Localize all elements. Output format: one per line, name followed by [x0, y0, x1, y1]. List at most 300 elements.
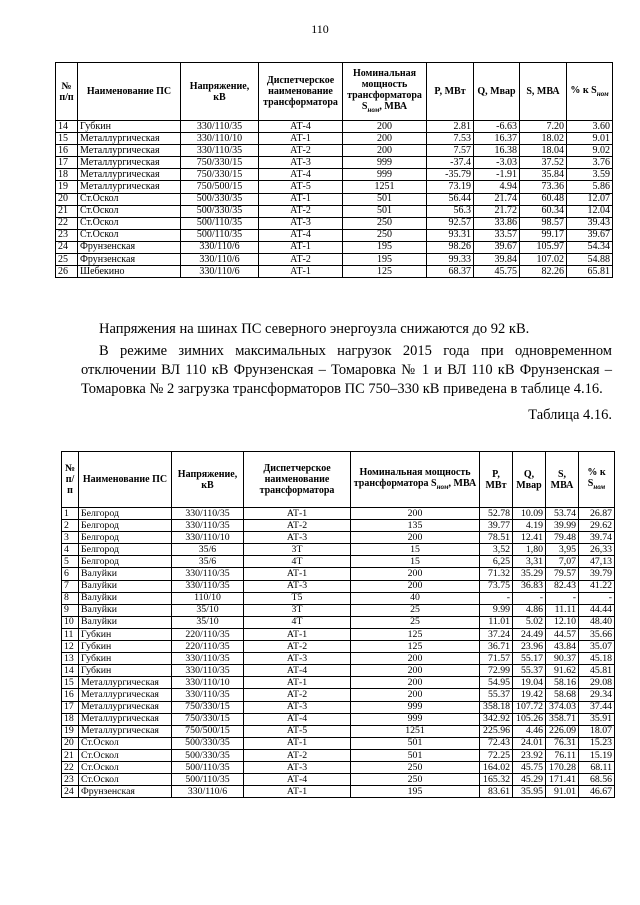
cell-num: 7	[62, 580, 79, 592]
cell-dispatch: АТ-1	[259, 266, 343, 278]
cell-q: 39.84	[474, 254, 520, 266]
cell-name: Ст.Оскол	[78, 205, 181, 217]
cell-p: 93.31	[427, 229, 474, 241]
col-header-s: S, МВА	[520, 63, 567, 121]
cell-s: 11.11	[546, 604, 579, 616]
cell-s: 91.01	[546, 786, 579, 798]
cell-pct: 3.76	[567, 157, 613, 169]
cell-q: 33.57	[474, 229, 520, 241]
page-number: 110	[311, 22, 329, 36]
cell-voltage: 330/110/35	[172, 568, 244, 580]
cell-num: 13	[62, 653, 79, 665]
cell-p: 99.33	[427, 254, 474, 266]
cell-dispatch: АТ-4	[259, 229, 343, 241]
col-header-dispatch: Диспетчерское наименование трансформатора	[244, 452, 351, 508]
cell-rated: 135	[351, 520, 480, 532]
cell-num: 14	[56, 121, 78, 133]
cell-p: 56.3	[427, 205, 474, 217]
col-header-dispatch: Диспетчерское наименование трансформатора	[259, 63, 343, 121]
cell-q: 55.37	[513, 665, 546, 677]
cell-pct: 12.07	[567, 193, 613, 205]
table-row	[56, 145, 613, 157]
cell-p: 78.51	[480, 532, 513, 544]
cell-num: 11	[62, 628, 79, 640]
cell-name: Металлургическая	[78, 133, 181, 145]
cell-p: 11.01	[480, 616, 513, 628]
cell-s: 7,07	[546, 556, 579, 568]
table-row	[62, 653, 615, 665]
cell-name: Металлургическая	[79, 701, 172, 713]
cell-num: 21	[62, 749, 79, 761]
cell-q: 21.72	[474, 205, 520, 217]
cell-dispatch: АТ-1	[259, 193, 343, 205]
table-row	[62, 677, 615, 689]
cell-num: 17	[62, 701, 79, 713]
cell-p: 73.75	[480, 580, 513, 592]
cell-p: 71.57	[480, 653, 513, 665]
cell-p: 6,25	[480, 556, 513, 568]
table-row	[62, 641, 615, 653]
cell-voltage: 750/500/15	[181, 181, 259, 193]
cell-q: 19.42	[513, 689, 546, 701]
cell-num: 8	[62, 592, 79, 604]
table-row	[56, 266, 613, 278]
cell-dispatch: АТ-1	[244, 568, 351, 580]
cell-dispatch: АТ-1	[244, 737, 351, 749]
cell-voltage: 330/110/10	[172, 532, 244, 544]
cell-dispatch: АТ-2	[244, 641, 351, 653]
cell-dispatch: АТ-3	[244, 653, 351, 665]
cell-p: 71.32	[480, 568, 513, 580]
cell-name: Ст.Оскол	[79, 774, 172, 786]
cell-dispatch: АТ-1	[244, 786, 351, 798]
cell-rated: 125	[343, 266, 427, 278]
cell-name: Белгород	[79, 556, 172, 568]
cell-voltage: 330/110/6	[172, 786, 244, 798]
cell-voltage: 330/110/35	[181, 121, 259, 133]
cell-dispatch: АТ-2	[244, 749, 351, 761]
table-row	[56, 254, 613, 266]
cell-num: 5	[62, 556, 79, 568]
cell-s: 90.37	[546, 653, 579, 665]
cell-rated: 195	[351, 786, 480, 798]
cell-name: Губкин	[78, 121, 181, 133]
cell-rated: 200	[343, 121, 427, 133]
cell-pct: 35.91	[579, 713, 615, 725]
cell-rated: 1251	[351, 725, 480, 737]
cell-voltage: 750/330/15	[172, 713, 244, 725]
cell-q: 35.29	[513, 568, 546, 580]
cell-s: 82.43	[546, 580, 579, 592]
table-row	[62, 544, 615, 556]
cell-num: 16	[56, 145, 78, 157]
cell-voltage: 330/110/35	[172, 665, 244, 677]
cell-num: 14	[62, 665, 79, 677]
cell-s: 3,95	[546, 544, 579, 556]
cell-num: 23	[62, 774, 79, 786]
table-row	[62, 508, 615, 520]
cell-s: 107.02	[520, 254, 567, 266]
cell-pct: 3.60	[567, 121, 613, 133]
cell-name: Ст.Оскол	[78, 229, 181, 241]
cell-pct: 39.74	[579, 532, 615, 544]
cell-name: Белгород	[79, 520, 172, 532]
cell-q: 21.74	[474, 193, 520, 205]
cell-voltage: 330/110/35	[172, 580, 244, 592]
cell-rated: 200	[343, 133, 427, 145]
cell-p: -37.4	[427, 157, 474, 169]
cell-name: Металлургическая	[78, 169, 181, 181]
cell-dispatch: АТ-3	[259, 217, 343, 229]
table-row	[62, 592, 615, 604]
table-row	[62, 725, 615, 737]
cell-rated: 501	[351, 737, 480, 749]
cell-dispatch: 4Т	[244, 556, 351, 568]
cell-dispatch: АТ-3	[259, 157, 343, 169]
col-header-pct: % к $S_{ном}$	[579, 452, 615, 508]
cell-dispatch: АТ-2	[259, 254, 343, 266]
cell-dispatch: АТ-5	[244, 725, 351, 737]
cell-q: 107.72	[513, 701, 546, 713]
cell-s: 43.84	[546, 641, 579, 653]
cell-voltage: 330/110/35	[181, 145, 259, 157]
cell-num: 22	[56, 217, 78, 229]
cell-num: 9	[62, 604, 79, 616]
cell-pct: 9.02	[567, 145, 613, 157]
cell-q: 24.49	[513, 628, 546, 640]
cell-q: -	[513, 592, 546, 604]
col-header-voltage: Напряжение, кВ	[172, 452, 244, 508]
table-body	[62, 508, 615, 798]
cell-rated: 200	[351, 580, 480, 592]
cell-s: 73.36	[520, 181, 567, 193]
cell-pct: 44.44	[579, 604, 615, 616]
cell-voltage: 330/110/35	[172, 508, 244, 520]
cell-dispatch: АТ-4	[244, 713, 351, 725]
cell-pct: 26.87	[579, 508, 615, 520]
cell-rated: 501	[351, 749, 480, 761]
cell-dispatch: АТ-3	[244, 580, 351, 592]
cell-voltage: 750/330/15	[172, 701, 244, 713]
table-row	[56, 169, 613, 181]
cell-num: 20	[56, 193, 78, 205]
cell-num: 18	[56, 169, 78, 181]
cell-pct: 68.56	[579, 774, 615, 786]
cell-q: 5.02	[513, 616, 546, 628]
cell-voltage: 330/110/35	[172, 653, 244, 665]
cell-name: Ст.Оскол	[79, 749, 172, 761]
cell-p: -	[480, 592, 513, 604]
cell-dispatch: АТ-4	[244, 774, 351, 786]
cell-voltage: 330/110/10	[172, 677, 244, 689]
table-row	[62, 665, 615, 677]
cell-num: 19	[56, 181, 78, 193]
cell-dispatch: АТ-2	[244, 689, 351, 701]
cell-p: 72.99	[480, 665, 513, 677]
cell-voltage: 35/10	[172, 604, 244, 616]
cell-pct: 26,33	[579, 544, 615, 556]
cell-name: Губкин	[79, 653, 172, 665]
col-header-voltage: Напряжение, кВ	[181, 63, 259, 121]
cell-pct: 37.44	[579, 701, 615, 713]
cell-dispatch: АТ-2	[244, 520, 351, 532]
cell-p: 83.61	[480, 786, 513, 798]
cell-p: 73.19	[427, 181, 474, 193]
cell-dispatch: АТ-1	[244, 677, 351, 689]
cell-rated: 125	[351, 641, 480, 653]
cell-p: 98.26	[427, 241, 474, 253]
cell-s: 99.17	[520, 229, 567, 241]
cell-dispatch: АТ-1	[244, 628, 351, 640]
cell-num: 25	[56, 254, 78, 266]
col-header-num: № п/п	[56, 63, 78, 121]
cell-p: 92.57	[427, 217, 474, 229]
cell-name: Валуйки	[79, 568, 172, 580]
cell-voltage: 500/330/35	[181, 193, 259, 205]
cell-dispatch: АТ-4	[259, 169, 343, 181]
cell-s: 374.03	[546, 701, 579, 713]
cell-dispatch: АТ-1	[259, 133, 343, 145]
cell-rated: 195	[343, 254, 427, 266]
table-row	[62, 628, 615, 640]
cell-rated: 15	[351, 544, 480, 556]
cell-voltage: 500/330/35	[172, 749, 244, 761]
cell-p: 358.18	[480, 701, 513, 713]
cell-p: 72.25	[480, 749, 513, 761]
cell-q: 45.75	[513, 761, 546, 773]
cell-name: Валуйки	[79, 580, 172, 592]
cell-dispatch: АТ-1	[244, 508, 351, 520]
cell-pct: 68.11	[579, 761, 615, 773]
cell-q: 45.75	[474, 266, 520, 278]
cell-rated: 200	[351, 689, 480, 701]
cell-name: Валуйки	[79, 604, 172, 616]
cell-pct: 18.07	[579, 725, 615, 737]
cell-q: 4.94	[474, 181, 520, 193]
cell-voltage: 220/110/35	[172, 628, 244, 640]
cell-num: 4	[62, 544, 79, 556]
table-row	[62, 532, 615, 544]
cell-p: 7.57	[427, 145, 474, 157]
cell-rated: 125	[351, 628, 480, 640]
col-header-name: Наименование ПС	[79, 452, 172, 508]
cell-q: 35.95	[513, 786, 546, 798]
cell-s: 226.09	[546, 725, 579, 737]
cell-num: 17	[56, 157, 78, 169]
cell-q: 3,31	[513, 556, 546, 568]
cell-pct: 15.23	[579, 737, 615, 749]
cell-num: 26	[56, 266, 78, 278]
cell-rated: 200	[351, 508, 480, 520]
cell-name: Фрунзенская	[78, 241, 181, 253]
cell-pct: 35.07	[579, 641, 615, 653]
table-row	[62, 749, 615, 761]
cell-pct: 29.62	[579, 520, 615, 532]
cell-name: Ст.Оскол	[79, 761, 172, 773]
cell-s: 82.26	[520, 266, 567, 278]
cell-s: 358.71	[546, 713, 579, 725]
cell-s: 60.34	[520, 205, 567, 217]
cell-pct: 48.40	[579, 616, 615, 628]
cell-p: 52.78	[480, 508, 513, 520]
table-row	[56, 193, 613, 205]
cell-pct: -	[579, 592, 615, 604]
cell-name: Губкин	[79, 628, 172, 640]
col-header-pct: % к $S_{ном}$	[567, 63, 613, 121]
cell-voltage: 750/330/15	[181, 157, 259, 169]
cell-s: 76.31	[546, 737, 579, 749]
cell-num: 19	[62, 725, 79, 737]
cell-dispatch: АТ-3	[244, 532, 351, 544]
paragraph-voltage-note: Напряжения на шинах ПС северного энергоузла снижаются до 92 кВ.	[99, 321, 530, 337]
cell-voltage: 330/110/35	[172, 520, 244, 532]
table-row	[62, 713, 615, 725]
cell-dispatch: АТ-1	[259, 241, 343, 253]
cell-pct: 29.08	[579, 677, 615, 689]
transformer-load-table-1	[55, 62, 613, 278]
cell-q: 4.86	[513, 604, 546, 616]
col-header-rated: Номинальная мощность трансформатора $S_{ном}$, МВА	[343, 63, 427, 121]
cell-q: 55.17	[513, 653, 546, 665]
cell-dispatch: АТ-2	[259, 145, 343, 157]
cell-rated: 999	[343, 157, 427, 169]
cell-dispatch: АТ-3	[244, 761, 351, 773]
cell-rated: 999	[343, 169, 427, 181]
cell-voltage: 330/110/10	[181, 133, 259, 145]
cell-dispatch: АТ-3	[244, 701, 351, 713]
cell-pct: 15.19	[579, 749, 615, 761]
table-row	[56, 121, 613, 133]
cell-pct: 45.18	[579, 653, 615, 665]
cell-dispatch: Т5	[244, 592, 351, 604]
cell-rated: 200	[351, 532, 480, 544]
table-row	[56, 181, 613, 193]
cell-pct: 5.86	[567, 181, 613, 193]
cell-name: Валуйки	[79, 592, 172, 604]
cell-name: Металлургическая	[79, 725, 172, 737]
cell-pct: 54.88	[567, 254, 613, 266]
cell-num: 16	[62, 689, 79, 701]
cell-dispatch: 4Т	[244, 616, 351, 628]
col-header-q: Q, Мвар	[513, 452, 546, 508]
cell-rated: 195	[343, 241, 427, 253]
cell-q: 33.86	[474, 217, 520, 229]
cell-voltage: 330/110/35	[172, 689, 244, 701]
cell-num: 24	[56, 241, 78, 253]
cell-p: 54.95	[480, 677, 513, 689]
cell-voltage: 110/10	[172, 592, 244, 604]
cell-num: 22	[62, 761, 79, 773]
cell-num: 23	[56, 229, 78, 241]
cell-rated: 200	[351, 677, 480, 689]
cell-s: 91.62	[546, 665, 579, 677]
cell-pct: 47,13	[579, 556, 615, 568]
cell-s: 105.97	[520, 241, 567, 253]
cell-s: 171.41	[546, 774, 579, 786]
col-header-s: S, МВА	[546, 452, 579, 508]
cell-q: 10.09	[513, 508, 546, 520]
cell-pct: 41.22	[579, 580, 615, 592]
cell-name: Металлургическая	[79, 677, 172, 689]
cell-name: Фрунзенская	[78, 254, 181, 266]
cell-q: 12.41	[513, 532, 546, 544]
cell-s: 35.84	[520, 169, 567, 181]
cell-rated: 40	[351, 592, 480, 604]
cell-name: Валуйки	[79, 616, 172, 628]
cell-q: 4.19	[513, 520, 546, 532]
cell-rated: 501	[343, 205, 427, 217]
cell-dispatch: АТ-4	[259, 121, 343, 133]
table-caption: Таблица 4.16.	[528, 407, 612, 423]
cell-rated: 250	[343, 229, 427, 241]
cell-voltage: 500/330/35	[181, 205, 259, 217]
cell-s: 60.48	[520, 193, 567, 205]
cell-rated: 501	[343, 193, 427, 205]
cell-dispatch: 3Т	[244, 604, 351, 616]
cell-name: Шебекино	[78, 266, 181, 278]
cell-voltage: 35/6	[172, 556, 244, 568]
cell-pct: 29.34	[579, 689, 615, 701]
cell-voltage: 500/110/35	[172, 774, 244, 786]
cell-num: 3	[62, 532, 79, 544]
cell-voltage: 220/110/35	[172, 641, 244, 653]
cell-rated: 250	[343, 217, 427, 229]
cell-q: 23.96	[513, 641, 546, 653]
cell-p: 7.53	[427, 133, 474, 145]
table-row	[62, 556, 615, 568]
cell-q: 19.04	[513, 677, 546, 689]
table-row	[62, 568, 615, 580]
cell-name: Ст.Оскол	[78, 193, 181, 205]
cell-p: 36.71	[480, 641, 513, 653]
col-header-name: Наименование ПС	[78, 63, 181, 121]
cell-q: 16.38	[474, 145, 520, 157]
cell-q: 4.46	[513, 725, 546, 737]
cell-s: 170.28	[546, 761, 579, 773]
cell-pct: 9.01	[567, 133, 613, 145]
table-row	[62, 580, 615, 592]
cell-dispatch: АТ-5	[259, 181, 343, 193]
table-row	[56, 133, 613, 145]
cell-name: Металлургическая	[78, 157, 181, 169]
cell-num: 21	[56, 205, 78, 217]
cell-pct: 65.81	[567, 266, 613, 278]
table-body	[56, 121, 613, 278]
cell-s: 12.10	[546, 616, 579, 628]
cell-p: 37.24	[480, 628, 513, 640]
cell-pct: 54.34	[567, 241, 613, 253]
col-header-rated: Номинальная мощность трансформатора $S_{ном}$, МВА	[351, 452, 480, 508]
cell-name: Губкин	[79, 665, 172, 677]
cell-name: Ст.Оскол	[79, 737, 172, 749]
cell-s: 58.68	[546, 689, 579, 701]
cell-q: 1,80	[513, 544, 546, 556]
cell-q: 24.01	[513, 737, 546, 749]
paragraph-winter-mode: В режиме зимних максимальных нагрузок 2015 года при одновременном отключении ВЛ 110 кВ Фрунзенская – Томаровка № 1 и ВЛ 110 кВ Фрунзенская – Томаровка № 2 загрузка трансформаторов ПС 750–330 кВ приведена в таблице 4.16.	[81, 343, 612, 397]
cell-rated: 200	[351, 665, 480, 677]
cell-name: Белгород	[79, 544, 172, 556]
cell-p: 72.43	[480, 737, 513, 749]
cell-pct: 3.59	[567, 169, 613, 181]
table-row	[62, 604, 615, 616]
cell-name: Металлургическая	[78, 181, 181, 193]
cell-rated: 1251	[343, 181, 427, 193]
cell-voltage: 330/110/6	[181, 241, 259, 253]
table-row	[62, 689, 615, 701]
cell-voltage: 330/110/6	[181, 266, 259, 278]
cell-voltage: 500/110/35	[172, 761, 244, 773]
cell-voltage: 330/110/6	[181, 254, 259, 266]
